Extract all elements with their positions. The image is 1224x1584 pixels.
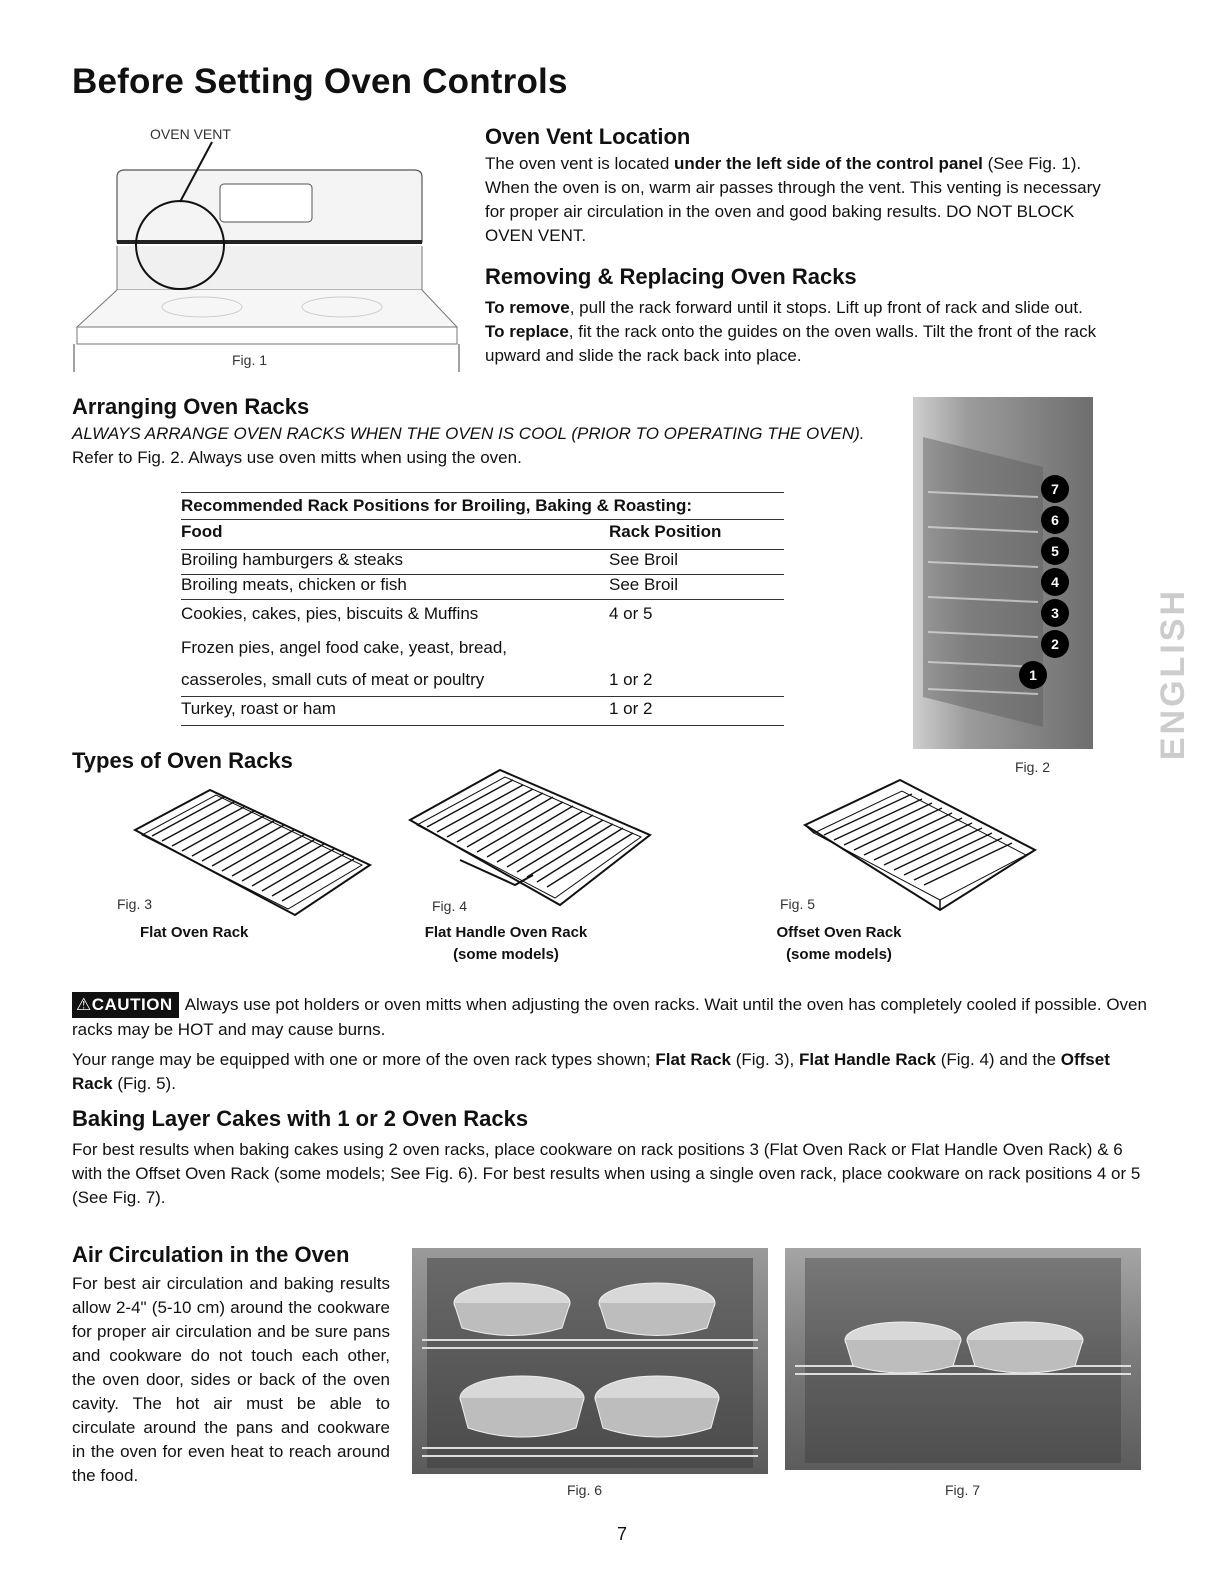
fig3-label: Flat Oven Rack <box>140 924 249 941</box>
oven-vent-label: OVEN VENT <box>150 126 231 142</box>
col-position-header: Rack Position <box>609 520 784 550</box>
arranging-section <box>72 394 872 470</box>
fig1-illustration <box>72 122 462 372</box>
single-rack-cakes-drawing <box>785 1248 1141 1470</box>
fig4-caption: Fig. 4 <box>432 898 468 914</box>
table-row: Turkey, roast or ham 1 or 2 <box>181 697 784 726</box>
removing-section <box>485 264 1105 368</box>
col-food-header: Food <box>181 520 609 550</box>
air-section <box>72 1242 390 1488</box>
rack-position-7: 7 <box>1041 475 1069 503</box>
fig7-caption: Fig. 7 <box>945 1482 981 1498</box>
table-row: Frozen pies, angel food cake, yeast, bread, <box>181 638 508 657</box>
two-rack-cakes-drawing <box>412 1248 768 1474</box>
flat-rack-icon <box>130 785 380 925</box>
fig1-caption: Fig. 1 <box>232 352 268 368</box>
types-heading: Types of Oven Racks <box>72 748 293 773</box>
air-text: For best air circulation and baking results allow 2-4" (5-10 cm) around the cookware for proper air circulation and be sure pans and cookware do not touch each other, the oven door, sides or back of the oven cavity. The hot air must be able to circulate around the pans and cookware in the oven for even heat to reach around the food. <box>72 1274 390 1485</box>
rack-position-1: 1 <box>1019 661 1047 689</box>
baking-heading: Baking Layer Cakes with 1 or 2 Oven Racks <box>72 1106 529 1131</box>
warning-icon: ⚠ <box>76 995 92 1014</box>
rack-types-note: Your range may be equipped with one or more of the oven rack types shown; Flat Rack (Fig. 3), Flat Handle Rack (Fig. 4) and the Offset Rack (Fig. 5). <box>72 1050 1110 1093</box>
fig5-caption: Fig. 5 <box>780 896 816 912</box>
table-row: casseroles, small cuts of meat or poultry 1 or 2 <box>181 668 784 697</box>
language-tab: ENGLISH <box>1154 588 1192 761</box>
fig5-label: Offset Oven Rack (some models) <box>776 924 902 963</box>
flat-handle-rack-icon <box>405 765 655 915</box>
table-title: Recommended Rack Positions for Broiling, Baking & Roasting: <box>181 492 784 520</box>
caution-text: Always use pot holders or oven mitts when adjusting the oven racks. Wait until the oven has completely cooled if possible. Oven racks may be HOT and may cause burns. <box>72 995 1147 1039</box>
vent-text: The oven vent is located under the left side of the control panel (See Fig. 1). When the oven is on, warm air passes through the vent. This venting is necessary for proper air circulation in the oven and good baking results. DO NOT BLOCK OVEN VENT. <box>485 154 1101 245</box>
baking-section <box>72 1106 1152 1210</box>
fig3-flat-rack-drawing <box>130 785 380 925</box>
rack-position-2: 2 <box>1041 630 1069 658</box>
fig3-caption: Fig. 3 <box>117 896 153 912</box>
fig4-flat-handle-rack-drawing <box>405 765 655 915</box>
fig5-offset-rack-drawing <box>800 775 1040 925</box>
rack-position-3: 3 <box>1041 599 1069 627</box>
rack-position-5: 5 <box>1041 537 1069 565</box>
table-row: Broiling meats, chicken or fish See Broil <box>181 575 784 600</box>
caution-notice <box>72 992 1152 1042</box>
vent-section <box>485 124 1125 248</box>
rack-table <box>181 520 784 726</box>
table-row: Cookies, cakes, pies, biscuits & Muffins 4 or 5 <box>181 604 653 623</box>
table-row: Broiling hamburgers & steaks See Broil <box>181 550 784 575</box>
oven-vent-drawing <box>72 122 462 372</box>
fig6-caption: Fig. 6 <box>567 1482 603 1498</box>
fig2-photo <box>913 397 1093 749</box>
baking-text: For best results when baking cakes using 2 oven racks, place cookware on rack positions 3 (Flat Oven Rack or Flat Handle Oven Rack) & 6 with the Offset Oven Rack (some models; See Fig. 6). For best results when using a single oven rack, place cookware on rack positions 4 or 5 (See Fig. 7). <box>72 1140 1141 1207</box>
offset-rack-icon <box>800 775 1040 925</box>
rack-position-6: 6 <box>1041 506 1069 534</box>
page-title: Before Setting Oven Controls <box>72 62 568 101</box>
rack-position-table <box>181 492 784 726</box>
removing-heading: Removing & Replacing Oven Racks <box>485 264 857 289</box>
arranging-heading: Arranging Oven Racks <box>72 394 310 419</box>
fig2-caption: Fig. 2 <box>1015 759 1051 775</box>
caution-badge: ⚠CAUTION <box>72 992 179 1018</box>
fig6-photo <box>412 1248 768 1474</box>
vent-heading: Oven Vent Location <box>485 124 691 149</box>
arranging-text: ALWAYS ARRANGE OVEN RACKS WHEN THE OVEN IS COOL (PRIOR TO OPERATING THE OVEN). Refer to Fig. 2. Always use oven mitts when using the oven. <box>72 424 865 467</box>
fig4-label: Flat Handle Oven Rack (some models) <box>424 924 588 963</box>
air-heading: Air Circulation in the Oven <box>72 1242 350 1267</box>
rack-position-4: 4 <box>1041 568 1069 596</box>
rack-position-markers <box>1029 475 1071 689</box>
page-number: 7 <box>617 1524 628 1544</box>
removing-text: To remove, pull the rack forward until it stops. Lift up front of rack and slide out. To replace, fit the rack onto the guides on the oven walls. Tilt the front of the rack upward and slide the rack back into place. <box>485 298 1097 365</box>
fig7-photo <box>785 1248 1141 1470</box>
